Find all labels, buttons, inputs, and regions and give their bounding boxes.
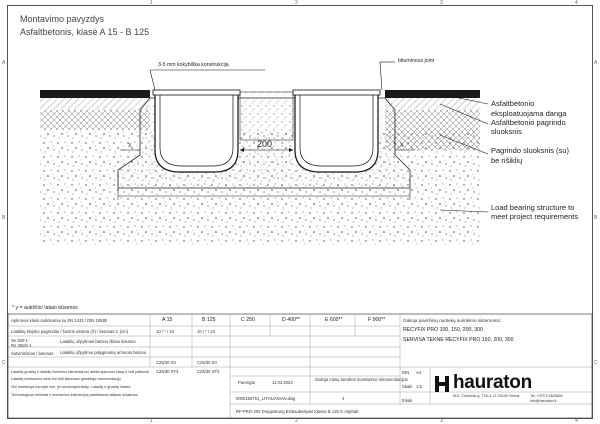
- note-4: Technologiniai brėžiniai ir montavimo instrukcijos pateikiamos atskirai užsakovui: [11, 393, 139, 397]
- asphalt-surface-left: [40, 90, 150, 98]
- grid-label-right-a: A: [594, 60, 598, 66]
- hauraton-logo-text: hauraton: [453, 372, 532, 393]
- scale-value: 1:5: [416, 384, 422, 389]
- callout-bituminous-joint: bituminous joint: [398, 58, 435, 64]
- layer-label-surface-1: Asfaltbetonio: [491, 99, 535, 108]
- grid-label-bottom-3: 3: [440, 418, 443, 424]
- table-row4-text: Lataklių užpylimui palyginamą armuotu betonu: [60, 350, 147, 355]
- callout-construction: 3-5 mm kokybiška konstrukcija: [158, 62, 229, 68]
- note-1: Lataklių grotelių ir lataklių tvirtinimo elementai turi atitikti apkrovos klasę ir būti patikrinti: [11, 370, 149, 374]
- dimension-200-label: 200: [257, 139, 273, 149]
- row2-value-b125: 10 / * / 10: [197, 329, 215, 334]
- company-address: M.K. Čiurlionio g. 77A-3, LT-03100 Vilnius: [453, 394, 520, 398]
- layer-label-binder-1: Asfaltbetonio pagrindo: [491, 118, 566, 127]
- asphalt-surface-right: [385, 90, 480, 98]
- format-label: DIN: [402, 370, 410, 375]
- class-d400: D 400**: [282, 317, 300, 323]
- sheet-label: Eilutė: [402, 398, 413, 403]
- class-a15: A 15: [162, 317, 173, 323]
- binder-course-right: [385, 98, 480, 110]
- class-e600: E 600**: [325, 317, 343, 323]
- approved-label: Parengta: [238, 380, 255, 385]
- row2-value-a15: 10 / * / 10: [156, 329, 174, 334]
- revision-number: 4: [342, 396, 345, 401]
- binder-course-left: [40, 98, 150, 110]
- note-2: Lataklių montavimo metu turi būti laikomasi gamintojo rekomendacijų: [11, 377, 121, 381]
- grate-left: [153, 90, 240, 95]
- drawing-number: 0000156751_LITHUANIAN.dwg: [236, 396, 296, 401]
- grid-label-top-4: 4: [575, 0, 578, 6]
- dimension-x-left: X: [128, 143, 132, 149]
- layer-label-load-2: meet project requirements: [491, 212, 579, 221]
- system-heading: Galioja paviršinių nuotekų surinkimo sistemoms:: [403, 318, 502, 323]
- layer-label-load-1: Load bearing structure to: [491, 203, 575, 212]
- approved-date: 11.04.2024: [272, 380, 293, 385]
- layer-label-surface-2: eksploatuojama danga: [491, 109, 567, 118]
- footer-caption: RF-PRO-200 Droppstrung Einbaubeispiel Klasse B 125 in Asphalt: [236, 409, 359, 414]
- scale-label: Skalė: [402, 384, 413, 389]
- system-servisa-tekne: SERVISA TEKNE RECYFIX PRO 150, 200, 300: [403, 337, 514, 343]
- table-row-header: Apkrovos klasė sutinkamai su EN 1433 / DIN 19580: [11, 318, 108, 323]
- grid-label-right-b: B: [594, 215, 598, 221]
- system-recyfix-pro: RECYFIX PRO 100, 150, 200, 300: [403, 327, 483, 333]
- footnote: * y = aukščio/ lataio būsenos: [12, 305, 78, 311]
- layer-label-base-1: Pagrindo sluoksnis (su): [491, 146, 569, 155]
- grid-label-left-b: B: [2, 215, 6, 221]
- company-phone: Tel. +370 5 2620694: [530, 394, 563, 398]
- drainage-channel-left: [155, 95, 238, 172]
- format-value: A4: [416, 370, 422, 375]
- grid-label-top-2: 2: [295, 0, 298, 6]
- class-f900: F 900**: [368, 317, 386, 323]
- grid-label-bottom-2: 2: [295, 418, 298, 424]
- class-c250: C 250: [241, 317, 255, 323]
- row5-value-a15: C25/30 X0: [156, 360, 176, 365]
- row6-value-a15: C25/30 XF3: [156, 369, 179, 374]
- drawing-subtitle: Asfaltbetonis, klasė A 15 - B 125: [20, 27, 150, 37]
- class-b125: B 125: [202, 317, 216, 323]
- grid-label-left-c: C: [2, 360, 6, 366]
- grid-label-bottom-1: 1: [150, 418, 153, 424]
- note-3: Visi matmenys nurodyti mm, jei nenurodyta kitaip. Lataklių ir grotelių klasės: [11, 385, 131, 389]
- grid-label-top-3: 3: [440, 0, 443, 6]
- row6-value-b125: C25/30 XF3: [197, 369, 220, 374]
- company-email: info@hauraton.lt: [530, 399, 557, 403]
- validity-note: Galioja mūsų bendros montavimo rekomendacijos: [315, 377, 408, 382]
- table-row3-text: Lataklių užpylimas betonu ištisai tinkamo: [60, 339, 136, 344]
- layer-label-base-2: be rišiklių: [491, 156, 523, 165]
- dimension-x-right: X: [400, 143, 404, 149]
- grid-label-right-c: C: [594, 360, 598, 366]
- grid-label-top-1: 1: [150, 0, 153, 6]
- central-infill: [240, 92, 293, 140]
- drainage-channel-right: [295, 95, 378, 172]
- grate-right: [293, 90, 380, 95]
- table-row4-label: Sutvirtinimas / betonas: [11, 351, 54, 356]
- table-row3b-label: Ro 30x/6-1: [11, 343, 32, 348]
- hauraton-logo-icon: [433, 372, 455, 394]
- row5-value-b125: C25/30 X0: [197, 360, 217, 365]
- grid-label-bottom-4: 4: [575, 418, 578, 424]
- table-row3a-label: Se 300-1: [11, 338, 28, 343]
- table-row2-label: Lataklių klojimo pagrindas / šoninė atrama (X) / betonas C (cm): [11, 329, 129, 334]
- layer-label-binder-2: sluoksnis: [491, 127, 522, 136]
- drawing-title: Montavimo pavyzdys: [20, 14, 105, 24]
- base-layer-left: [40, 110, 150, 130]
- grid-label-left-a: A: [2, 60, 6, 66]
